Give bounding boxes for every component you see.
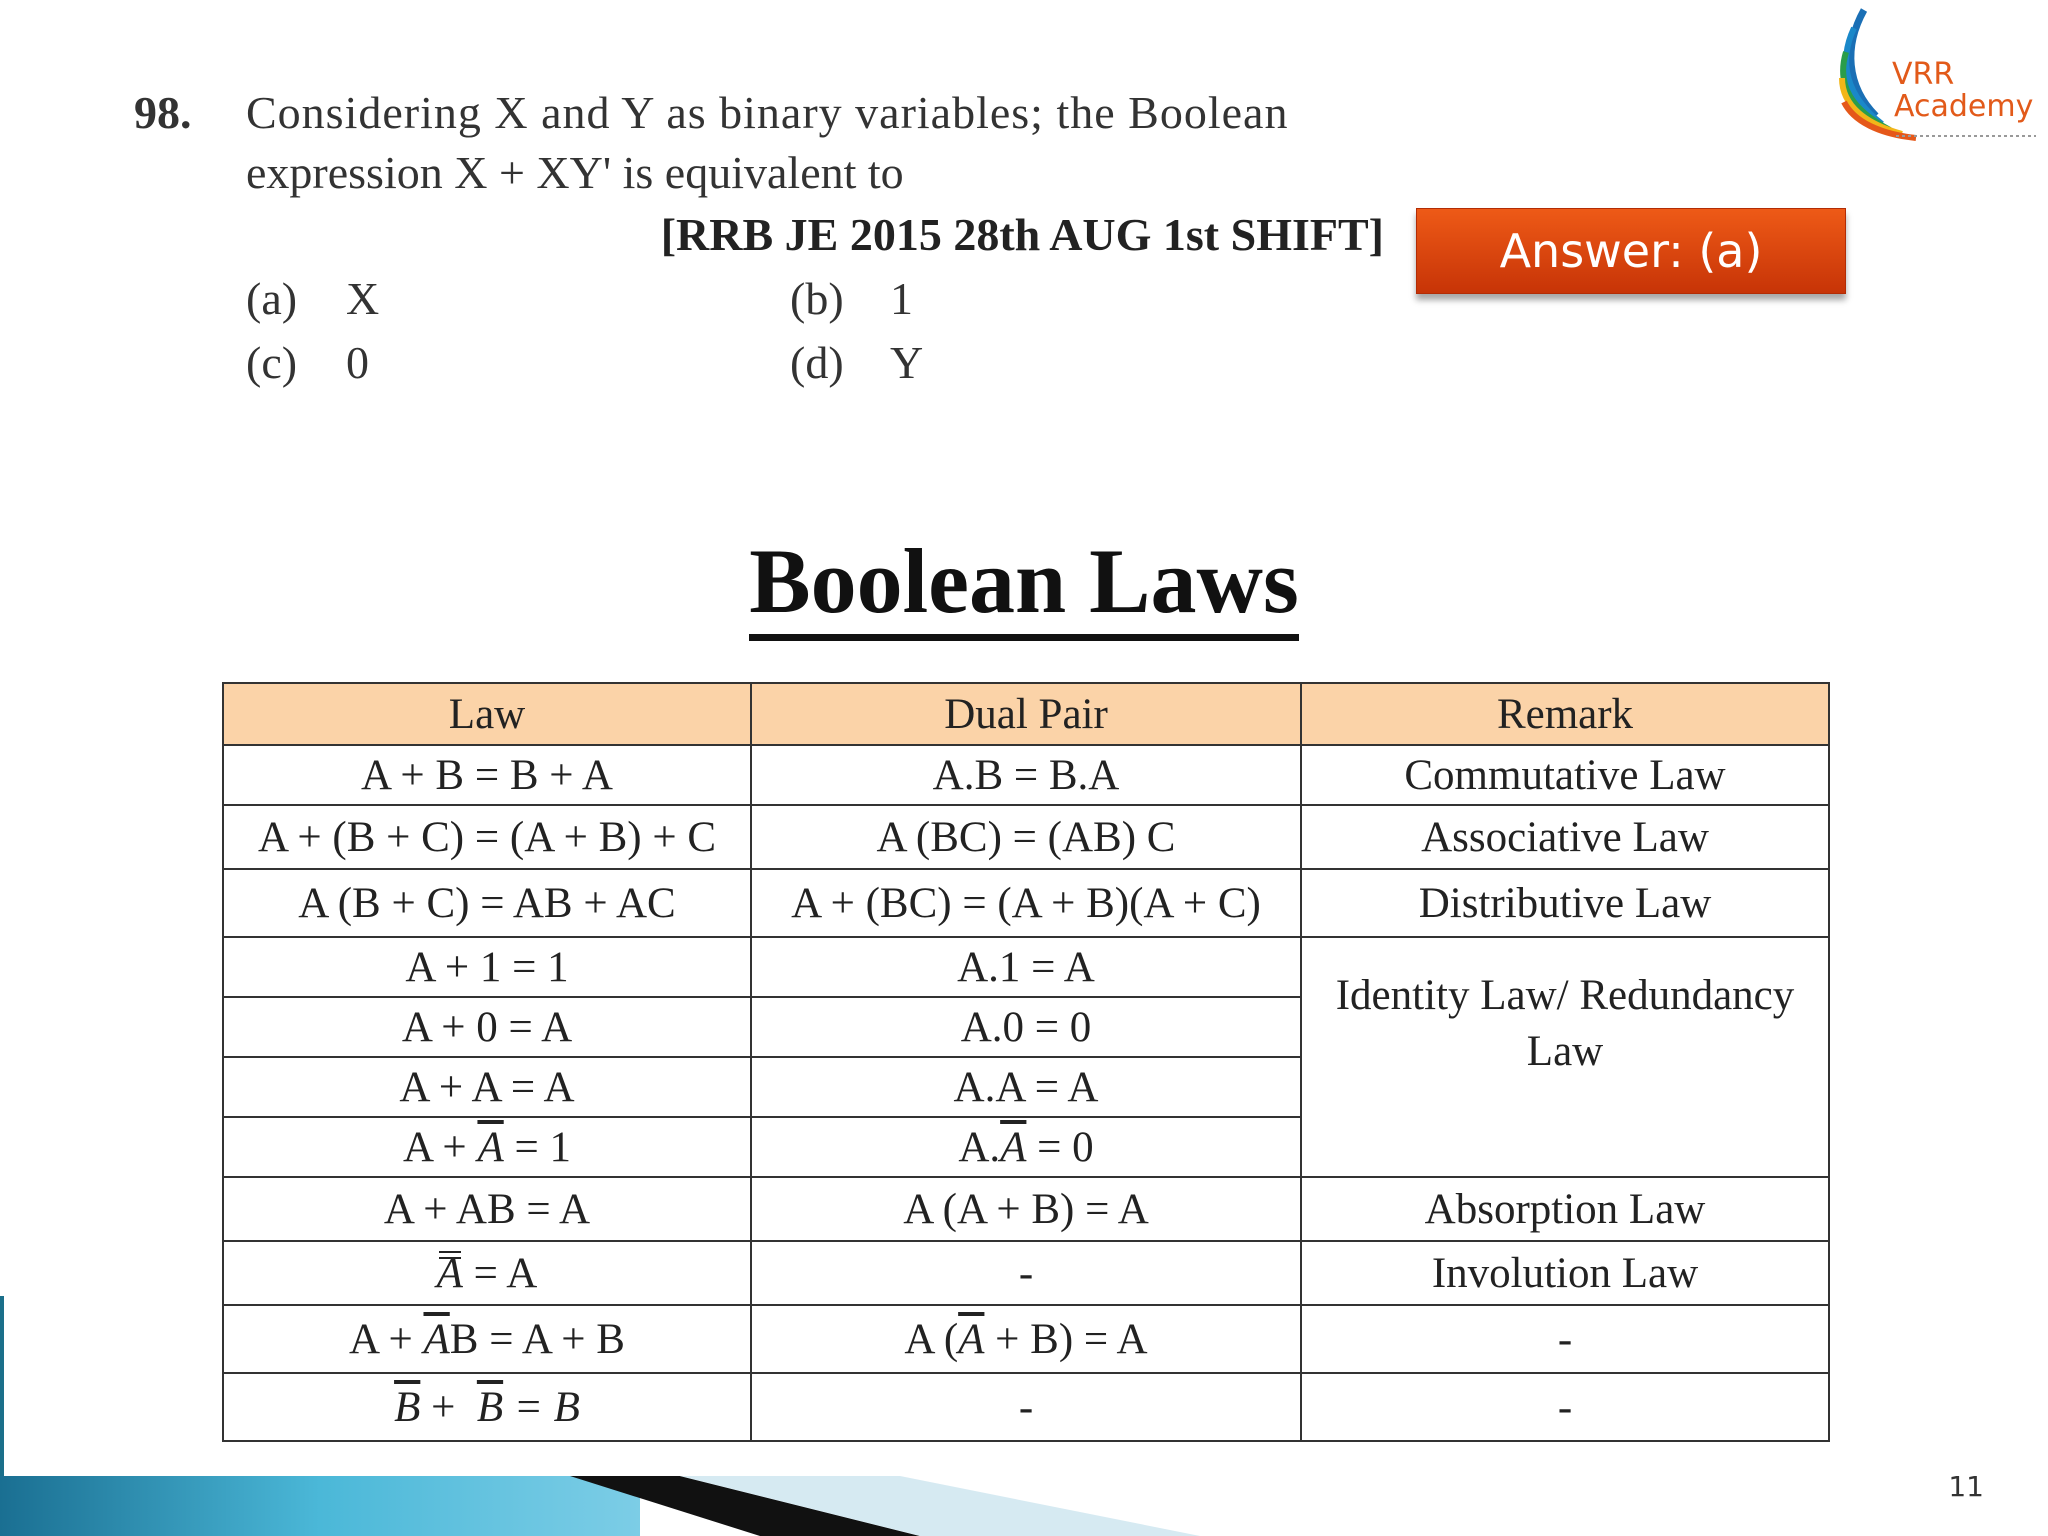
law-cell <box>223 1305 751 1373</box>
header-law: Law <box>223 683 751 745</box>
table-row <box>223 1177 1829 1241</box>
law-cell: A + AB = A <box>223 1177 751 1241</box>
law-text-pre: A + <box>403 1123 478 1171</box>
law-cell: A + 1 = 1 <box>223 937 751 997</box>
remark-cell: Commutative Law <box>1301 745 1829 805</box>
section-title <box>0 528 2048 634</box>
dual-cell: A (BC) = (AB) C <box>751 805 1301 869</box>
answer-badge: Answer: (a) <box>1416 208 1846 294</box>
dual-text-post: + B) = A <box>984 1315 1148 1363</box>
header-remark: Remark <box>1301 683 1829 745</box>
law-cell <box>223 1373 751 1441</box>
header-dual-pair: Dual Pair <box>751 683 1301 745</box>
law-cell: A + 0 = A <box>223 997 751 1057</box>
question-text-line-1: Considering X and Y as binary variables; the Boolean <box>246 87 1289 138</box>
page-number: 11 <box>1948 1470 1984 1503</box>
dual-cell: A + (BC) = (A + B)(A + C) <box>751 869 1301 937</box>
option-b-value: 1 <box>890 273 913 324</box>
complement-a: $\overline{A}$ <box>958 1315 985 1363</box>
dual-cell: A.1 = A <box>751 937 1301 997</box>
dual-cell: A (A + B) = A <box>751 1177 1301 1241</box>
option-a-value: X <box>346 273 380 324</box>
law-text-pre: A + <box>349 1315 424 1363</box>
left-accent-bar <box>0 1296 4 1476</box>
option-c <box>246 336 369 389</box>
law-text-post: B = A + B <box>449 1315 625 1363</box>
option-d-label: (d) <box>790 337 844 388</box>
option-a <box>246 272 379 325</box>
table-row <box>223 937 1829 997</box>
law-cell <box>223 1117 751 1177</box>
law-cell <box>223 1241 751 1305</box>
double-complement-a: A <box>436 1249 463 1297</box>
law-cell: A + (B + C) = (A + B) + C <box>223 805 751 869</box>
option-a-label: (a) <box>246 273 298 324</box>
identity-remark-cell <box>1301 937 1829 1177</box>
dual-text-pre: A. <box>958 1123 1001 1171</box>
complement-b: $\overline{B}$ <box>394 1383 421 1431</box>
remark-cell: Absorption Law <box>1301 1177 1829 1241</box>
remark-cell: - <box>1301 1373 1829 1441</box>
identity-remark-line-1: Identity Law/ Redundancy <box>1335 972 1795 1019</box>
option-c-label: (c) <box>246 337 298 388</box>
option-c-value: 0 <box>346 337 369 388</box>
question-source: [RRB JE 2015 28th AUG 1st SHIFT] <box>660 209 1384 260</box>
identity-remark-line-2: Law <box>1526 1028 1604 1075</box>
dual-cell <box>751 1117 1301 1177</box>
dual-text-pre: A ( <box>904 1315 959 1363</box>
remark-cell: Involution Law <box>1301 1241 1829 1305</box>
table-row <box>223 1373 1829 1441</box>
remark-cell: Associative Law <box>1301 805 1829 869</box>
dual-cell: A.0 = 0 <box>751 997 1301 1057</box>
table-row <box>223 1241 1829 1305</box>
law-text-post: = A <box>462 1249 538 1297</box>
complement-a: $\overline{A}$ <box>423 1315 450 1363</box>
complement-a: $\overline{A}$ <box>477 1123 504 1171</box>
table-header-row <box>223 683 1829 745</box>
option-d-value: Y <box>890 337 924 388</box>
law-text-mid: + <box>420 1383 477 1431</box>
law-text-post: = 1 <box>503 1123 571 1171</box>
dual-cell <box>751 1305 1301 1373</box>
option-b-label: (b) <box>790 273 844 324</box>
law-cell: A (B + C) = AB + AC <box>223 869 751 937</box>
law-cell: A + B = B + A <box>223 745 751 805</box>
dual-cell: A.A = A <box>751 1057 1301 1117</box>
complement-a: $\overline{A}$ <box>1000 1123 1027 1171</box>
boolean-laws-table <box>222 682 1830 1442</box>
question-text-line-2: expression X + XY' is equivalent to <box>246 147 904 198</box>
table-row <box>223 1305 1829 1373</box>
law-text-post: = B <box>503 1383 580 1431</box>
dual-cell: - <box>751 1373 1301 1441</box>
law-cell: A + A = A <box>223 1057 751 1117</box>
remark-cell: - <box>1301 1305 1829 1373</box>
table-row <box>223 745 1829 805</box>
table-row <box>223 805 1829 869</box>
logo-text-academy: Academy <box>1894 89 2034 124</box>
logo-text-vrr: VRR <box>1892 57 1955 92</box>
option-b <box>790 272 913 325</box>
table-row <box>223 869 1829 937</box>
dual-cell: - <box>751 1241 1301 1305</box>
dual-cell: A.B = B.A <box>751 745 1301 805</box>
complement-b: $\overline{B}$ <box>476 1383 504 1431</box>
vrr-academy-logo <box>1836 6 2046 146</box>
section-title-text: Boolean Laws <box>749 530 1299 641</box>
dual-text-post: = 0 <box>1026 1123 1094 1171</box>
option-d <box>790 336 923 389</box>
question-number: 98. <box>134 87 192 138</box>
remark-cell: Distributive Law <box>1301 869 1829 937</box>
footer-decoration <box>0 1476 2048 1536</box>
